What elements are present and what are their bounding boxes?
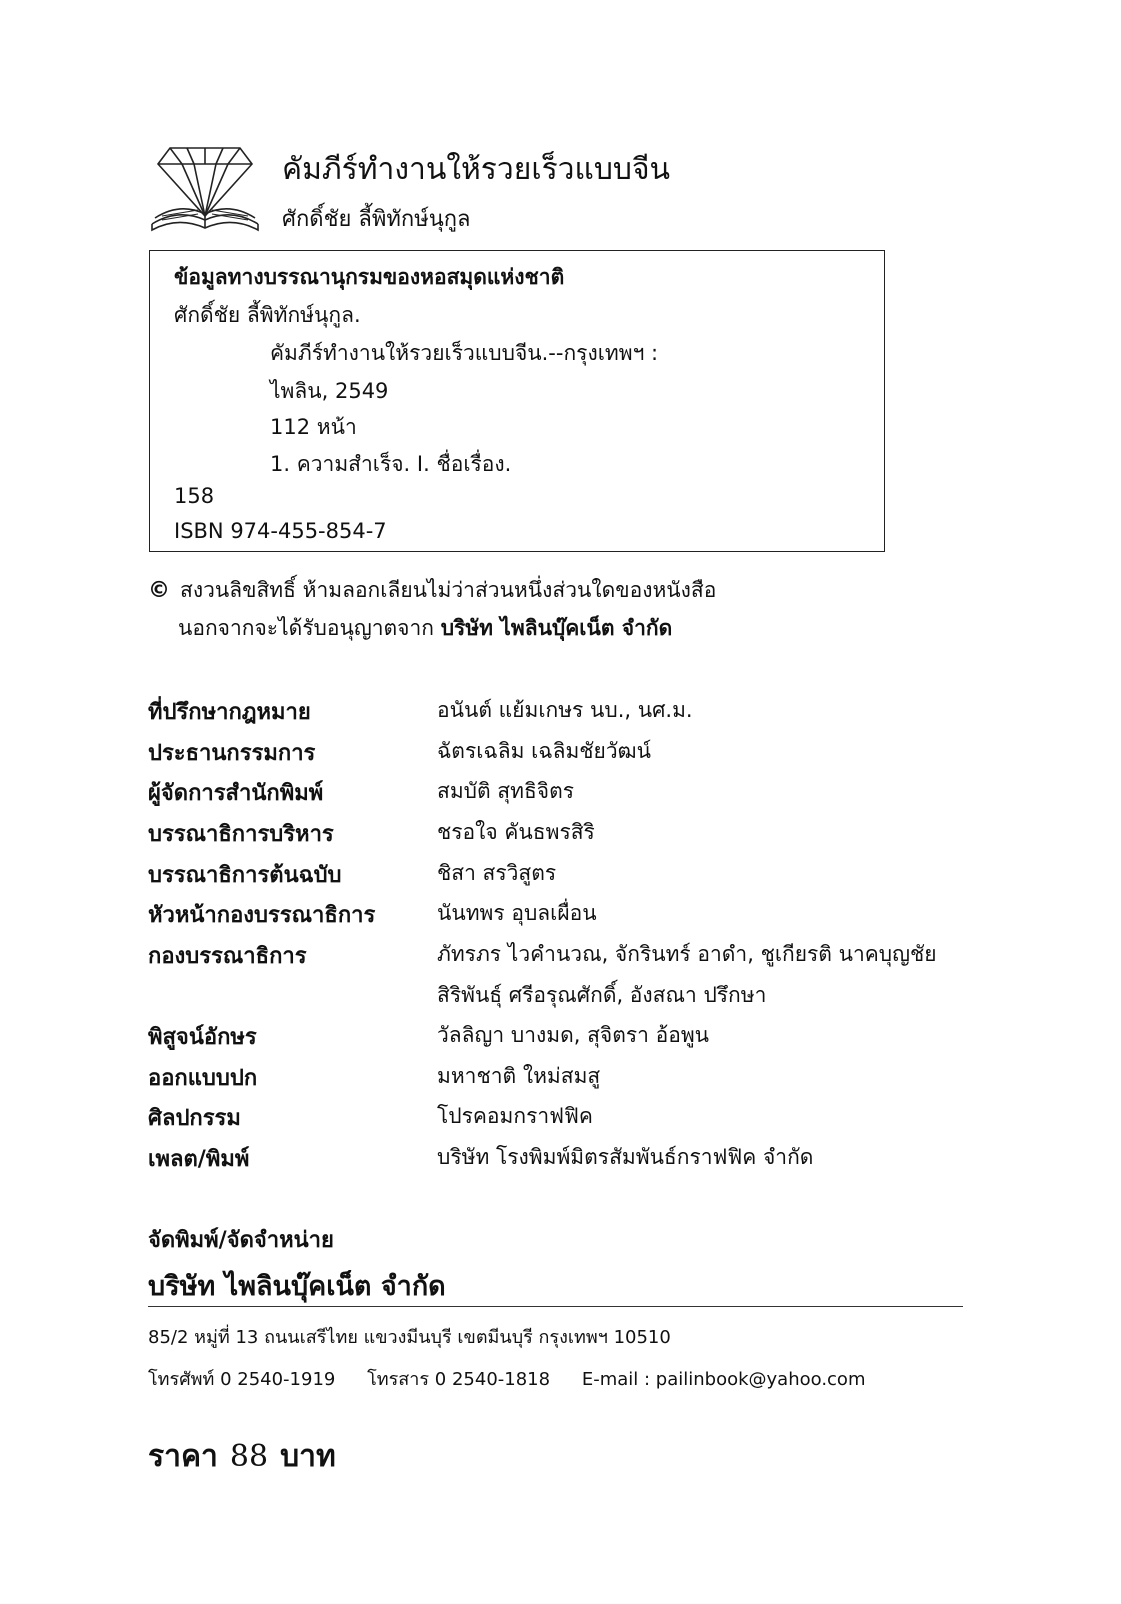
distribution-company: บริษัท ไพลินบุ๊คเน็ต จำกัด xyxy=(148,1271,446,1302)
credit-name: มหาชาติ ใหม่สมสู xyxy=(437,1064,601,1088)
cip-classification: 158 xyxy=(174,484,215,508)
credit-name: สมบัติ สุทธิจิตร xyxy=(437,779,575,803)
cip-publisher: ไพลิน, 2549 xyxy=(270,379,389,403)
credit-role: พิสูจน์อักษร xyxy=(148,1025,257,1050)
copyright-text: สงวนลิขสิทธิ์ ห้ามลอกเลียนไม่ว่าส่วนหนึ่งส่วนใดของหนังสือ xyxy=(180,578,717,602)
cip-box xyxy=(149,250,885,552)
copyright-symbol: © xyxy=(148,578,170,603)
credit-role: ผู้จัดการสำนักพิมพ์ xyxy=(148,781,324,806)
cip-author: ศักดิ์ชัย ลี้พิทักษ์นุกูล. xyxy=(174,303,361,327)
contact-line xyxy=(148,1364,891,1393)
cip-pages: 112 หน้า xyxy=(270,415,357,439)
credit-name: อนันต์ แย้มเกษร นบ., นศ.ม. xyxy=(437,698,693,722)
book-author: ศักดิ์ชัย ลี้พิทักษ์นุกูล xyxy=(282,207,471,232)
diamond-book-logo-icon xyxy=(150,138,260,234)
copyright-company: บริษัท ไพลินบุ๊คเน็ต จำกัด xyxy=(440,616,673,640)
credit-name: นันทพร อุบลเผื่อน xyxy=(437,901,597,925)
cip-isbn: ISBN 974-455-854-7 xyxy=(174,519,387,543)
credit-name: ชรอใจ คันธพรสิริ xyxy=(437,820,595,844)
divider xyxy=(148,1306,963,1307)
copyright-permission-text: นอกจากจะได้รับอนุญาตจาก xyxy=(178,616,434,640)
address: 85/2 หมู่ที่ 13 ถนนเสรีไทย แขวงมีนบุรี เขตมีนบุรี กรุงเทพฯ 10510 xyxy=(148,1327,671,1348)
credit-name: ชิสา สรวิสูตร xyxy=(437,861,557,885)
fax: โทรสาร 0 2540-1818 xyxy=(367,1369,551,1390)
publisher-logo xyxy=(150,138,260,234)
credit-name: ฉัตรเฉลิม เฉลิมชัยวัฒน์ xyxy=(437,739,651,763)
credit-role: เพลต/พิมพ์ xyxy=(148,1147,250,1172)
price-label: ราคา xyxy=(148,1439,218,1474)
cip-subjects: 1. ความสำเร็จ. I. ชื่อเรื่อง. xyxy=(270,452,512,476)
price xyxy=(148,1433,336,1480)
credit-role: ศิลปกรรม xyxy=(148,1106,241,1131)
credit-name: วัลลิญา บางมด, สุจิตรา อ้อพูน xyxy=(437,1023,710,1047)
price-unit: บาท xyxy=(280,1439,336,1474)
cip-heading: ข้อมูลทางบรรณานุกรมของหอสมุดแห่งชาติ xyxy=(174,265,565,289)
credit-name: โปรคอมกราฟฟิค xyxy=(437,1104,593,1128)
credit-role: ออกแบบปก xyxy=(148,1066,258,1091)
credit-role: หัวหน้ากองบรรณาธิการ xyxy=(148,903,376,928)
distribution-label: จัดพิมพ์/จัดจำหน่าย xyxy=(148,1228,334,1253)
credit-role: บรรณาธิการบริหาร xyxy=(148,822,334,847)
credit-role: ประธานกรรมการ xyxy=(148,741,316,766)
copyright-notice xyxy=(148,574,716,607)
book-title: คัมภีร์ทำงานให้รวยเร็วแบบจีน xyxy=(282,152,671,187)
credit-role: กองบรรณาธิการ xyxy=(148,944,307,969)
email: E-mail : pailinbook@yahoo.com xyxy=(581,1369,866,1390)
price-value: 88 xyxy=(229,1439,269,1474)
cip-title: คัมภีร์ทำงานให้รวยเร็วแบบจีน.--กรุงเทพฯ : xyxy=(270,341,659,365)
copyright-permission xyxy=(178,612,672,645)
phone: โทรศัพท์ 0 2540-1919 xyxy=(148,1369,336,1390)
credit-role: บรรณาธิการต้นฉบับ xyxy=(148,863,342,888)
credit-name: บริษัท โรงพิมพ์มิตรสัมพันธ์กราฟฟิค จำกัด xyxy=(437,1145,814,1169)
credit-name: สิริพันธุ์ ศรีอรุณศักดิ์, อังสณา ปรึกษา xyxy=(437,983,767,1007)
credit-name: ภัทรภร ไวคำนวณ, จักรินทร์ อาดำ, ชูเกียรติ นาคบุญชัย xyxy=(437,942,937,966)
credit-role: ที่ปรึกษากฎหมาย xyxy=(148,700,311,725)
